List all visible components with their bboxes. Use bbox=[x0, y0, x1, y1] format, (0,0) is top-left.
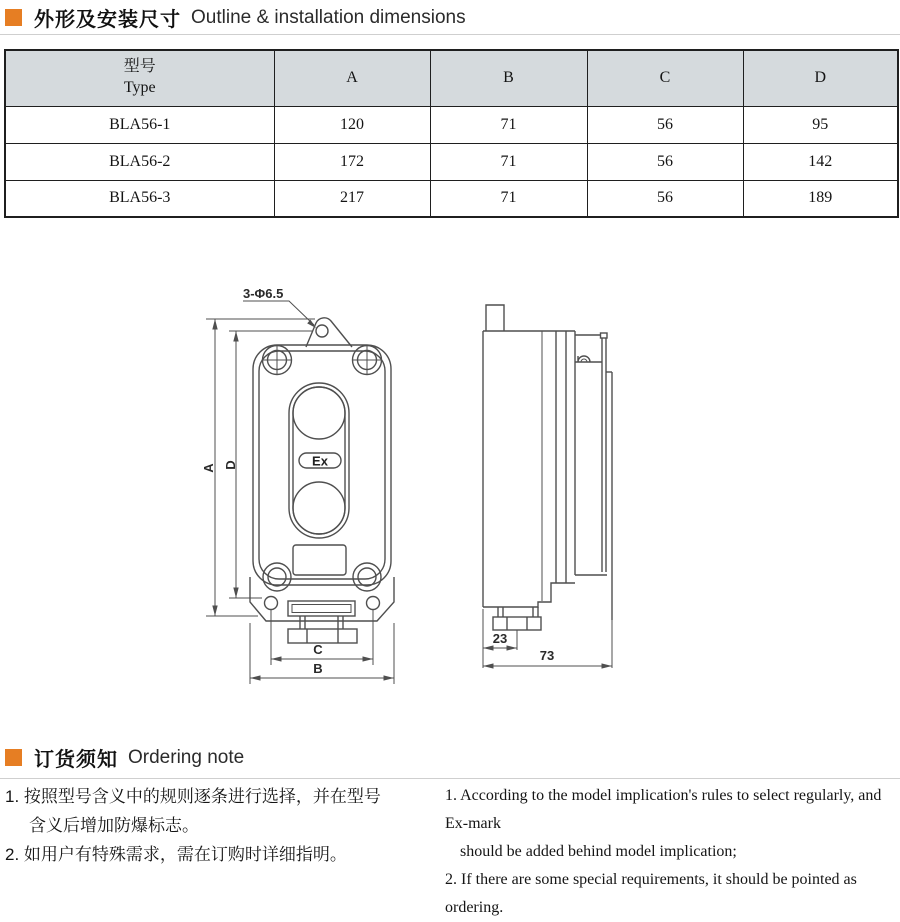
note-en-line: 1. According to the model implication's rules to select regularly, and Ex-mark bbox=[445, 787, 882, 832]
table-row bbox=[5, 143, 898, 180]
screw-bottom-right bbox=[353, 563, 381, 591]
note-en-line: should be added behind model implication; bbox=[460, 843, 737, 860]
orange-bullet-icon bbox=[5, 9, 22, 26]
header-type bbox=[5, 50, 274, 106]
cell-d: 142 bbox=[743, 143, 898, 180]
table-row bbox=[5, 180, 898, 217]
dim-d-label: D bbox=[223, 460, 238, 470]
dim-b-label: B bbox=[313, 661, 323, 676]
side-mounting-ear bbox=[486, 305, 504, 331]
outline-drawing bbox=[0, 250, 900, 730]
dim-a-label: A bbox=[201, 463, 216, 473]
side-gland-dividers bbox=[507, 617, 527, 630]
mounting-hole-left bbox=[265, 597, 278, 610]
header-col-c: C bbox=[587, 50, 743, 106]
side-flange-layers bbox=[556, 331, 566, 583]
notes-chinese bbox=[0, 782, 442, 922]
push-button-top bbox=[293, 387, 345, 439]
side-cable-stubs bbox=[498, 607, 538, 617]
screw-top-left bbox=[262, 345, 292, 375]
screw-top-right bbox=[352, 345, 382, 375]
ordering-notes bbox=[0, 782, 900, 922]
ex-mark-label: Ex bbox=[312, 453, 328, 469]
header-col-d: D bbox=[743, 50, 898, 106]
note-zh-line: 2. 如用户有特殊需求，需在订购时详细指明。 bbox=[5, 845, 347, 864]
cell-b: 71 bbox=[430, 180, 587, 217]
terminal-cover-inner bbox=[292, 605, 351, 613]
dim-23-label: 23 bbox=[492, 631, 508, 646]
header-col-a: A bbox=[274, 50, 430, 106]
cable-entry-stubs bbox=[300, 616, 343, 629]
dim-c-label: C bbox=[313, 642, 323, 657]
outline-section-header bbox=[5, 3, 466, 32]
header-type-zh: 型号 bbox=[123, 58, 156, 76]
header-type-en: Type bbox=[123, 79, 156, 97]
mounting-ear bbox=[306, 318, 352, 347]
side-cover-plate bbox=[601, 338, 607, 575]
divider-line bbox=[0, 34, 900, 35]
cell-type: BLA56-1 bbox=[5, 106, 274, 143]
side-view-drawing bbox=[483, 305, 612, 669]
cell-d: 189 bbox=[743, 180, 898, 217]
cell-b: 71 bbox=[430, 106, 587, 143]
side-lid-block bbox=[575, 331, 602, 575]
cell-a: 217 bbox=[274, 180, 430, 217]
cell-c: 56 bbox=[587, 143, 743, 180]
divider-line bbox=[0, 778, 900, 779]
front-view-drawing bbox=[201, 286, 394, 684]
ordering-section-header bbox=[5, 743, 244, 772]
table-header-row bbox=[5, 50, 898, 106]
ear-hole bbox=[316, 325, 328, 337]
ordering-title-en: Ordering note bbox=[128, 746, 245, 768]
outline-title-zh: 外形及安装尺寸 bbox=[34, 9, 181, 31]
side-body-outline bbox=[483, 331, 575, 607]
side-cover-cap bbox=[601, 333, 608, 338]
push-button-bottom bbox=[293, 482, 345, 534]
cell-a: 172 bbox=[274, 143, 430, 180]
cell-type: BLA56-2 bbox=[5, 143, 274, 180]
note-zh-line: 1. 按照型号含义中的规则逐条进行选择，并在型号 bbox=[5, 787, 381, 806]
mounting-hole-right bbox=[367, 597, 380, 610]
ordering-title-zh: 订货须知 bbox=[34, 749, 118, 771]
note-zh-line: 含义后增加防爆标志。 bbox=[29, 816, 199, 835]
cell-b: 71 bbox=[430, 143, 587, 180]
hole-dimension-label: 3-Φ6.5 bbox=[243, 286, 284, 301]
table-row bbox=[5, 106, 898, 143]
dim-73-label: 73 bbox=[539, 648, 555, 663]
nameplate bbox=[293, 545, 346, 575]
cell-c: 56 bbox=[587, 106, 743, 143]
header-col-b: B bbox=[430, 50, 587, 106]
outline-title-en: Outline & installation dimensions bbox=[191, 6, 466, 28]
terminal-cover bbox=[288, 601, 355, 616]
leader-line bbox=[243, 301, 314, 325]
orange-bullet-icon bbox=[5, 749, 22, 766]
notes-english bbox=[442, 782, 900, 922]
cell-a: 120 bbox=[274, 106, 430, 143]
cable-gland-dividers bbox=[307, 629, 338, 643]
note-en-line: 2. If there are some special requirements, it should be pointed as ordering. bbox=[445, 871, 857, 916]
cell-c: 56 bbox=[587, 180, 743, 217]
dimensions-table bbox=[4, 49, 899, 218]
side-cable-gland bbox=[493, 617, 541, 630]
cable-gland bbox=[288, 629, 357, 643]
cell-type: BLA56-3 bbox=[5, 180, 274, 217]
cell-d: 95 bbox=[743, 106, 898, 143]
screw-bottom-left bbox=[263, 563, 291, 591]
